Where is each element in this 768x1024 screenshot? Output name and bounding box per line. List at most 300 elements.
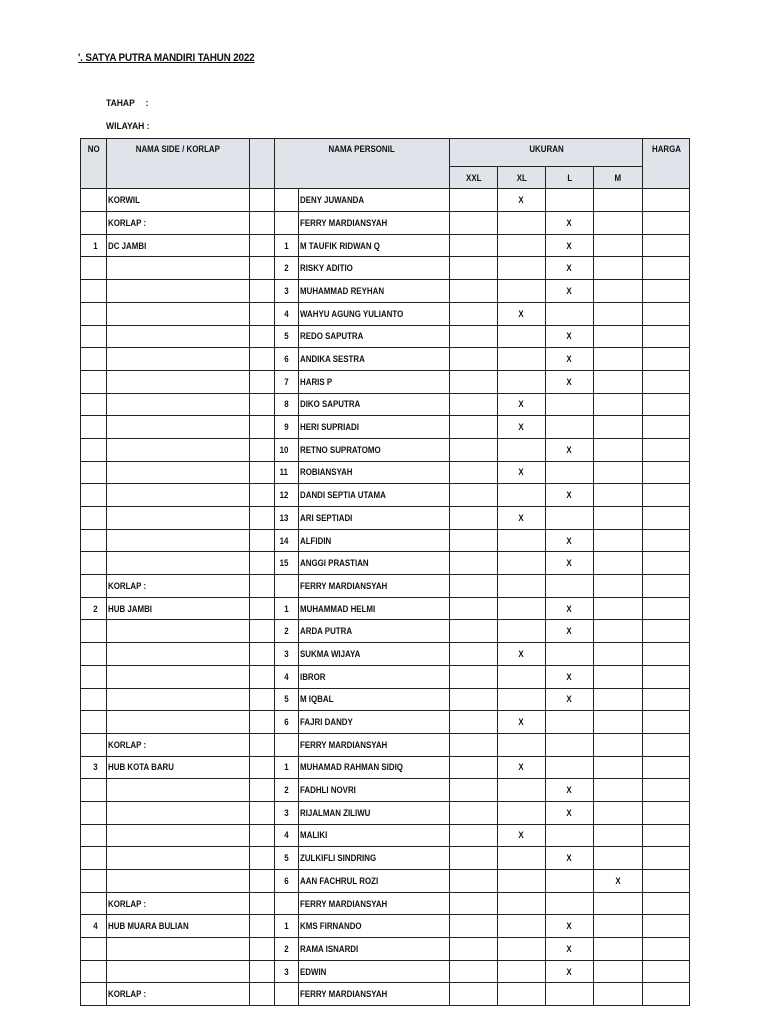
- table-row: [81, 212, 690, 235]
- row-blank-cell: [250, 665, 275, 688]
- row-size-xl-cell: [498, 870, 546, 893]
- row-harga-cell: [643, 552, 690, 575]
- row-size-l-cell: [546, 507, 594, 530]
- tahap-label: TAHAP: [106, 98, 135, 109]
- row-blank-cell: [250, 756, 275, 779]
- header-nama-personil: NAMA PERSONIL: [275, 139, 450, 189]
- row-side-cell: HUB MUARA BULIAN: [107, 915, 250, 938]
- row-harga-cell: [643, 870, 690, 893]
- row-harga-cell: [643, 416, 690, 439]
- row-harga-cell: [643, 529, 690, 552]
- row-size-xl-cell: [498, 801, 546, 824]
- row-size-l-cell: X: [546, 915, 594, 938]
- row-no-cell: [81, 665, 107, 688]
- row-index-cell: 1: [275, 915, 299, 938]
- row-size-xl-cell: [498, 597, 546, 620]
- row-side-cell: KORLAP :: [107, 733, 250, 756]
- table-row: [81, 779, 690, 802]
- row-size-xl-cell: X: [498, 302, 546, 325]
- row-size-l-cell: [546, 733, 594, 756]
- row-size-m-cell: [594, 484, 643, 507]
- row-size-l-cell: X: [546, 688, 594, 711]
- row-side-cell: [107, 393, 250, 416]
- row-side-cell: [107, 438, 250, 461]
- row-side-cell: [107, 938, 250, 961]
- row-size-xl-cell: [498, 438, 546, 461]
- row-harga-cell: [643, 507, 690, 530]
- row-size-l-cell: [546, 824, 594, 847]
- row-size-l-cell: X: [546, 438, 594, 461]
- table-row: [81, 302, 690, 325]
- row-no-cell: [81, 325, 107, 348]
- row-no-cell: [81, 416, 107, 439]
- row-side-cell: [107, 779, 250, 802]
- row-index-cell: 5: [275, 847, 299, 870]
- row-index-cell: 4: [275, 824, 299, 847]
- row-size-l-cell: X: [546, 665, 594, 688]
- row-no-cell: [81, 438, 107, 461]
- row-no-cell: [81, 280, 107, 303]
- row-size-m-cell: [594, 461, 643, 484]
- row-size-l-cell: [546, 756, 594, 779]
- row-size-xxl-cell: [450, 189, 498, 212]
- row-index-cell: 12: [275, 484, 299, 507]
- row-size-m-cell: [594, 575, 643, 598]
- row-personnel-name-cell: M TAUFIK RIDWAN Q: [299, 234, 450, 257]
- row-blank-cell: [250, 438, 275, 461]
- table-row: [81, 484, 690, 507]
- row-no-cell: [81, 393, 107, 416]
- row-size-l-cell: X: [546, 960, 594, 983]
- row-size-l-cell: [546, 393, 594, 416]
- row-index-cell: 2: [275, 257, 299, 280]
- row-no-cell: [81, 643, 107, 666]
- row-side-cell: [107, 620, 250, 643]
- row-side-cell: [107, 507, 250, 530]
- row-harga-cell: [643, 575, 690, 598]
- row-index-cell: 13: [275, 507, 299, 530]
- row-side-cell: [107, 801, 250, 824]
- row-blank-cell: [250, 801, 275, 824]
- row-no-cell: [81, 824, 107, 847]
- row-size-l-cell: [546, 711, 594, 734]
- row-harga-cell: [643, 484, 690, 507]
- row-size-xl-cell: [498, 529, 546, 552]
- row-side-cell: [107, 552, 250, 575]
- row-index-cell: 3: [275, 280, 299, 303]
- row-size-m-cell: [594, 189, 643, 212]
- row-no-cell: [81, 461, 107, 484]
- row-harga-cell: [643, 257, 690, 280]
- row-side-cell: [107, 484, 250, 507]
- row-size-m-cell: [594, 529, 643, 552]
- row-no-cell: [81, 348, 107, 371]
- row-size-l-cell: X: [546, 529, 594, 552]
- row-size-xxl-cell: [450, 257, 498, 280]
- row-blank-cell: [250, 824, 275, 847]
- row-size-l-cell: [546, 575, 594, 598]
- row-harga-cell: [643, 620, 690, 643]
- row-personnel-name-cell: FERRY MARDIANSYAH: [299, 892, 450, 915]
- row-size-m-cell: [594, 960, 643, 983]
- header-nama-side: NAMA SIDE / KORLAP: [107, 139, 250, 189]
- row-no-cell: [81, 983, 107, 1006]
- row-size-xxl-cell: [450, 325, 498, 348]
- tahap-line: [106, 98, 148, 109]
- row-no-cell: 3: [81, 756, 107, 779]
- row-personnel-name-cell: HERI SUPRIADI: [299, 416, 450, 439]
- row-side-cell: DC JAMBI: [107, 234, 250, 257]
- row-harga-cell: [643, 302, 690, 325]
- row-size-xxl-cell: [450, 461, 498, 484]
- row-size-xl-cell: [498, 779, 546, 802]
- row-harga-cell: [643, 688, 690, 711]
- header-size-m: M: [594, 166, 643, 189]
- row-side-cell: [107, 847, 250, 870]
- row-size-m-cell: [594, 756, 643, 779]
- table-row: [81, 915, 690, 938]
- row-size-xl-cell: [498, 280, 546, 303]
- row-blank-cell: [250, 370, 275, 393]
- row-size-m-cell: [594, 824, 643, 847]
- row-side-cell: [107, 370, 250, 393]
- row-blank-cell: [250, 552, 275, 575]
- row-blank-cell: [250, 393, 275, 416]
- row-blank-cell: [250, 348, 275, 371]
- row-side-cell: [107, 711, 250, 734]
- row-no-cell: [81, 960, 107, 983]
- row-personnel-name-cell: RIJALMAN ZILIWU: [299, 801, 450, 824]
- table-row: [81, 348, 690, 371]
- table-row: [81, 960, 690, 983]
- row-size-xl-cell: [498, 960, 546, 983]
- row-size-m-cell: [594, 416, 643, 439]
- row-size-xxl-cell: [450, 348, 498, 371]
- row-size-xxl-cell: [450, 212, 498, 235]
- row-size-xxl-cell: [450, 870, 498, 893]
- row-size-m-cell: [594, 665, 643, 688]
- table-row: [81, 461, 690, 484]
- row-side-cell: [107, 870, 250, 893]
- row-index-cell: 10: [275, 438, 299, 461]
- row-no-cell: [81, 711, 107, 734]
- row-harga-cell: [643, 983, 690, 1006]
- row-personnel-name-cell: FERRY MARDIANSYAH: [299, 983, 450, 1006]
- row-size-l-cell: [546, 302, 594, 325]
- row-size-xxl-cell: [450, 938, 498, 961]
- row-size-xl-cell: X: [498, 824, 546, 847]
- row-size-xl-cell: X: [498, 416, 546, 439]
- row-index-cell: 1: [275, 756, 299, 779]
- row-no-cell: [81, 189, 107, 212]
- table-row: [81, 620, 690, 643]
- row-index-cell: 2: [275, 620, 299, 643]
- row-side-cell: [107, 416, 250, 439]
- table-row: [81, 393, 690, 416]
- header-size-l: L: [546, 166, 594, 189]
- row-no-cell: [81, 552, 107, 575]
- row-side-cell: [107, 280, 250, 303]
- row-side-cell: [107, 824, 250, 847]
- row-size-l-cell: X: [546, 552, 594, 575]
- table-row: [81, 438, 690, 461]
- row-side-cell: [107, 302, 250, 325]
- row-size-xxl-cell: [450, 801, 498, 824]
- row-size-l-cell: [546, 983, 594, 1006]
- row-size-xl-cell: [498, 938, 546, 961]
- row-blank-cell: [250, 643, 275, 666]
- row-no-cell: [81, 575, 107, 598]
- row-size-l-cell: X: [546, 370, 594, 393]
- row-size-m-cell: [594, 733, 643, 756]
- row-size-m-cell: [594, 711, 643, 734]
- row-index-cell: 8: [275, 393, 299, 416]
- row-personnel-name-cell: DENY JUWANDA: [299, 189, 450, 212]
- row-size-l-cell: X: [546, 280, 594, 303]
- row-size-xxl-cell: [450, 552, 498, 575]
- row-no-cell: [81, 484, 107, 507]
- document-title: '. SATYA PUTRA MANDIRI TAHUN 2022: [78, 52, 255, 64]
- row-index-cell: [275, 892, 299, 915]
- table-row: [81, 801, 690, 824]
- row-size-m-cell: [594, 393, 643, 416]
- row-blank-cell: [250, 507, 275, 530]
- row-size-xxl-cell: [450, 892, 498, 915]
- row-size-m-cell: [594, 779, 643, 802]
- row-harga-cell: [643, 348, 690, 371]
- row-harga-cell: [643, 280, 690, 303]
- row-size-xxl-cell: [450, 597, 498, 620]
- row-blank-cell: [250, 257, 275, 280]
- row-size-xl-cell: [498, 847, 546, 870]
- row-size-m-cell: [594, 983, 643, 1006]
- row-no-cell: [81, 302, 107, 325]
- row-size-xl-cell: [498, 370, 546, 393]
- row-index-cell: [275, 733, 299, 756]
- row-side-cell: [107, 643, 250, 666]
- row-size-xl-cell: X: [498, 756, 546, 779]
- row-personnel-name-cell: IBROR: [299, 665, 450, 688]
- row-size-xxl-cell: [450, 665, 498, 688]
- row-blank-cell: [250, 189, 275, 212]
- row-harga-cell: [643, 461, 690, 484]
- row-blank-cell: [250, 234, 275, 257]
- row-harga-cell: [643, 779, 690, 802]
- table-row: [81, 870, 690, 893]
- row-size-xl-cell: X: [498, 507, 546, 530]
- row-personnel-name-cell: EDWIN: [299, 960, 450, 983]
- row-size-xxl-cell: [450, 643, 498, 666]
- row-harga-cell: [643, 438, 690, 461]
- row-index-cell: [275, 212, 299, 235]
- row-size-m-cell: [594, 212, 643, 235]
- row-size-m-cell: [594, 280, 643, 303]
- row-personnel-name-cell: FAJRI DANDY: [299, 711, 450, 734]
- table-row: [81, 756, 690, 779]
- row-size-m-cell: [594, 325, 643, 348]
- row-index-cell: 2: [275, 938, 299, 961]
- row-size-m-cell: [594, 847, 643, 870]
- row-size-xl-cell: [498, 552, 546, 575]
- row-blank-cell: [250, 711, 275, 734]
- tahap-colon: :: [145, 98, 149, 109]
- table-row: [81, 257, 690, 280]
- row-blank-cell: [250, 212, 275, 235]
- row-size-xxl-cell: [450, 507, 498, 530]
- row-size-l-cell: X: [546, 847, 594, 870]
- row-size-l-cell: X: [546, 484, 594, 507]
- row-size-m-cell: [594, 801, 643, 824]
- row-blank-cell: [250, 620, 275, 643]
- row-index-cell: 3: [275, 643, 299, 666]
- row-personnel-name-cell: ALFIDIN: [299, 529, 450, 552]
- row-size-xl-cell: [498, 212, 546, 235]
- table-row: [81, 507, 690, 530]
- row-size-xxl-cell: [450, 302, 498, 325]
- row-size-l-cell: X: [546, 779, 594, 802]
- row-personnel-name-cell: ZULKIFLI SINDRING: [299, 847, 450, 870]
- row-blank-cell: [250, 416, 275, 439]
- row-index-cell: 3: [275, 801, 299, 824]
- table-row: [81, 847, 690, 870]
- row-personnel-name-cell: RAMA ISNARDI: [299, 938, 450, 961]
- row-harga-cell: [643, 938, 690, 961]
- row-size-xl-cell: [498, 892, 546, 915]
- row-size-xxl-cell: [450, 960, 498, 983]
- row-personnel-name-cell: DANDI SEPTIA UTAMA: [299, 484, 450, 507]
- table-row: [81, 189, 690, 212]
- row-index-cell: 6: [275, 870, 299, 893]
- row-blank-cell: [250, 484, 275, 507]
- row-no-cell: [81, 779, 107, 802]
- row-harga-cell: [643, 325, 690, 348]
- row-no-cell: [81, 620, 107, 643]
- row-size-m-cell: [594, 552, 643, 575]
- row-blank-cell: [250, 597, 275, 620]
- row-size-xl-cell: X: [498, 643, 546, 666]
- row-side-cell: [107, 257, 250, 280]
- row-size-m-cell: [594, 597, 643, 620]
- row-index-cell: 4: [275, 665, 299, 688]
- row-side-cell: [107, 348, 250, 371]
- row-no-cell: [81, 870, 107, 893]
- row-personnel-name-cell: RETNO SUPRATOMO: [299, 438, 450, 461]
- row-size-xl-cell: [498, 915, 546, 938]
- row-personnel-name-cell: MUHAMAD RAHMAN SIDIQ: [299, 756, 450, 779]
- table-header-row: [81, 139, 690, 167]
- row-index-cell: [275, 983, 299, 1006]
- row-harga-cell: [643, 643, 690, 666]
- row-size-l-cell: X: [546, 234, 594, 257]
- table-row: [81, 370, 690, 393]
- row-size-m-cell: [594, 688, 643, 711]
- row-size-l-cell: [546, 189, 594, 212]
- row-harga-cell: [643, 189, 690, 212]
- table-row: [81, 597, 690, 620]
- row-no-cell: 4: [81, 915, 107, 938]
- row-index-cell: [275, 189, 299, 212]
- row-size-xxl-cell: [450, 370, 498, 393]
- row-blank-cell: [250, 733, 275, 756]
- table-row: [81, 824, 690, 847]
- header-harga: HARGA: [643, 139, 690, 189]
- row-harga-cell: [643, 915, 690, 938]
- row-no-cell: [81, 507, 107, 530]
- table-row: [81, 665, 690, 688]
- wilayah-label: WILAYAH :: [106, 121, 150, 132]
- row-blank-cell: [250, 938, 275, 961]
- row-size-xl-cell: [498, 688, 546, 711]
- table-row: [81, 643, 690, 666]
- row-size-l-cell: [546, 416, 594, 439]
- row-no-cell: [81, 688, 107, 711]
- row-blank-cell: [250, 779, 275, 802]
- row-size-l-cell: X: [546, 938, 594, 961]
- row-blank-cell: [250, 325, 275, 348]
- row-size-xxl-cell: [450, 529, 498, 552]
- row-blank-cell: [250, 575, 275, 598]
- row-side-cell: KORLAP :: [107, 212, 250, 235]
- row-blank-cell: [250, 461, 275, 484]
- row-size-l-cell: X: [546, 597, 594, 620]
- row-harga-cell: [643, 960, 690, 983]
- row-size-l-cell: [546, 461, 594, 484]
- row-personnel-name-cell: ARI SEPTIADI: [299, 507, 450, 530]
- row-size-l-cell: X: [546, 212, 594, 235]
- row-side-cell: [107, 665, 250, 688]
- row-size-m-cell: [594, 915, 643, 938]
- row-size-xxl-cell: [450, 280, 498, 303]
- row-size-m-cell: [594, 438, 643, 461]
- row-size-l-cell: [546, 892, 594, 915]
- row-personnel-name-cell: REDO SAPUTRA: [299, 325, 450, 348]
- row-size-xxl-cell: [450, 733, 498, 756]
- row-harga-cell: [643, 756, 690, 779]
- row-index-cell: 1: [275, 597, 299, 620]
- row-index-cell: 5: [275, 688, 299, 711]
- row-size-l-cell: X: [546, 620, 594, 643]
- row-side-cell: KORLAP :: [107, 575, 250, 598]
- row-harga-cell: [643, 847, 690, 870]
- table-row: [81, 733, 690, 756]
- row-personnel-name-cell: RISKY ADITIO: [299, 257, 450, 280]
- row-no-cell: [81, 733, 107, 756]
- row-personnel-name-cell: FERRY MARDIANSYAH: [299, 212, 450, 235]
- header-size-xxl: XXL: [450, 166, 498, 189]
- row-size-l-cell: [546, 643, 594, 666]
- row-index-cell: 11: [275, 461, 299, 484]
- row-personnel-name-cell: ANGGI PRASTIAN: [299, 552, 450, 575]
- row-size-l-cell: [546, 870, 594, 893]
- row-personnel-name-cell: M IQBAL: [299, 688, 450, 711]
- row-side-cell: KORLAP :: [107, 892, 250, 915]
- row-personnel-name-cell: MALIKI: [299, 824, 450, 847]
- table-row: [81, 983, 690, 1006]
- row-side-cell: [107, 461, 250, 484]
- row-no-cell: [81, 212, 107, 235]
- row-no-cell: 1: [81, 234, 107, 257]
- row-harga-cell: [643, 393, 690, 416]
- row-personnel-name-cell: WAHYU AGUNG YULIANTO: [299, 302, 450, 325]
- table-row: [81, 416, 690, 439]
- row-no-cell: [81, 529, 107, 552]
- row-side-cell: [107, 325, 250, 348]
- row-harga-cell: [643, 665, 690, 688]
- row-side-cell: HUB KOTA BARU: [107, 756, 250, 779]
- row-size-m-cell: [594, 892, 643, 915]
- row-size-m-cell: [594, 370, 643, 393]
- row-no-cell: [81, 892, 107, 915]
